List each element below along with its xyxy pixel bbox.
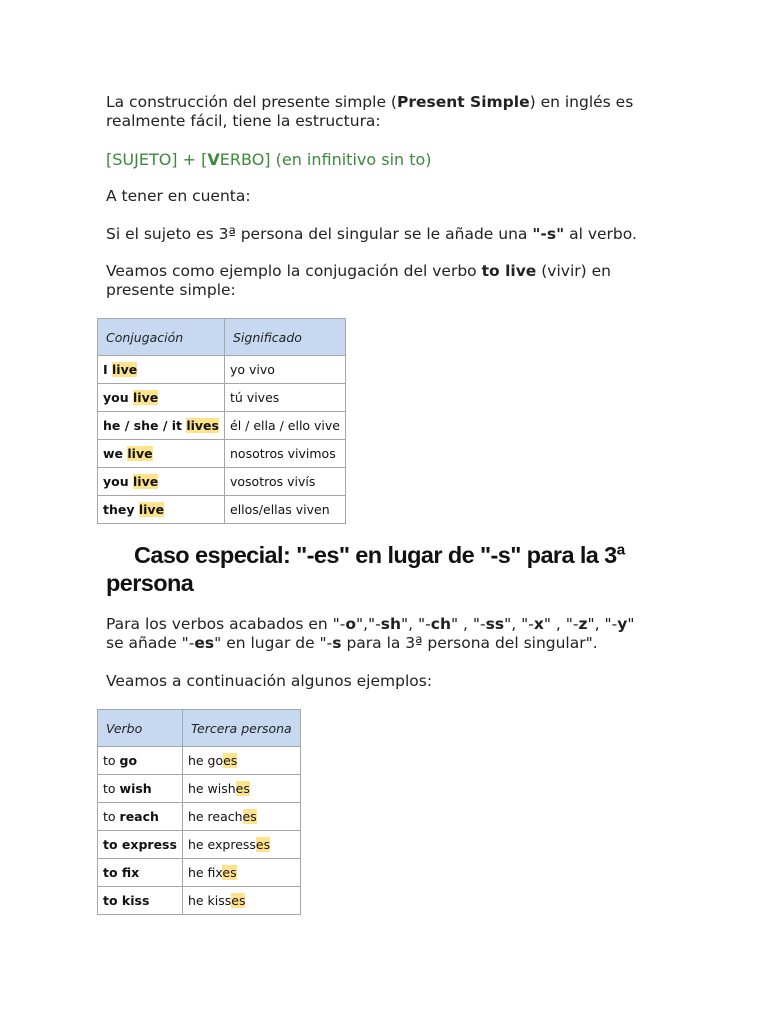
special-rule-line2 xyxy=(106,634,598,652)
meaning-cell: él / ella / ello vive xyxy=(225,412,346,440)
ending-bold: sh xyxy=(380,615,402,633)
to-prefix: to xyxy=(103,753,120,768)
ending-bold: x xyxy=(533,615,544,633)
note-text: A tener en cuenta: xyxy=(106,187,251,205)
ending-highlight: es xyxy=(231,893,246,908)
header-verbo: Verbo xyxy=(98,710,183,747)
ending-highlight: es xyxy=(255,837,271,852)
verb-highlight: live xyxy=(138,502,165,517)
third-person-cell xyxy=(182,747,300,775)
ending-bold: ss xyxy=(485,615,505,633)
rule-text: Si el sujeto es 3ª persona del singular se le añade una xyxy=(106,225,533,243)
rule-text: " , "- xyxy=(451,615,486,633)
stem-text: he reach xyxy=(187,809,243,824)
table-row xyxy=(98,496,346,524)
table-row xyxy=(98,859,301,887)
ending-highlight: es xyxy=(222,865,237,880)
ending-highlight: es xyxy=(235,781,250,796)
to-prefix: to xyxy=(103,893,122,908)
example-text: Veamos como ejemplo la conjugación del verbo xyxy=(106,262,482,280)
verb-highlight: lives xyxy=(186,418,219,433)
table-row xyxy=(98,356,346,384)
verb-highlight: live xyxy=(127,446,153,461)
conjugation-cell xyxy=(98,412,225,440)
table-row xyxy=(98,440,346,468)
meaning-cell: vosotros vivís xyxy=(225,468,346,496)
third-person-cell xyxy=(182,887,300,915)
verb-cell xyxy=(98,803,183,831)
intro-text-line2: realmente fácil, tiene la estructura: xyxy=(106,112,381,130)
examples-intro: Veamos a continuación algunos ejemplos: xyxy=(106,672,433,690)
rule-text: " xyxy=(627,615,635,633)
rule-text: ", "- xyxy=(504,615,534,633)
conjugation-cell xyxy=(98,496,225,524)
verb-cell xyxy=(98,775,183,803)
table-row xyxy=(98,468,346,496)
example-text-2: (vivir) en xyxy=(536,262,611,280)
table-row xyxy=(98,887,301,915)
verb-cell xyxy=(98,859,183,887)
subject-text: he / she / it xyxy=(103,418,187,433)
table-row xyxy=(98,384,346,412)
subject-text: we xyxy=(103,446,128,461)
header-tercera-persona: Tercera persona xyxy=(182,710,300,747)
verb-name: kiss xyxy=(121,893,150,908)
verb-name: go xyxy=(119,753,138,768)
stem-text: he kiss xyxy=(187,893,232,908)
third-person-cell xyxy=(182,775,300,803)
intro-bold-term: Present Simple xyxy=(396,93,530,111)
rule-text: ", "- xyxy=(401,615,431,633)
rule-text: " , "- xyxy=(543,615,579,633)
special-rule-line1 xyxy=(106,615,634,633)
ending-bold: o xyxy=(345,615,356,633)
table-row xyxy=(98,775,301,803)
verb-name: fix xyxy=(121,865,140,880)
rule-text-2: al verbo. xyxy=(564,225,637,243)
special-case-heading xyxy=(106,541,625,597)
heading-line2: persona xyxy=(106,570,194,596)
third-person-cell xyxy=(182,803,300,831)
table-row xyxy=(98,412,346,440)
rule-text: Para los verbos acabados en "- xyxy=(106,615,346,633)
rule-bold: "-s" xyxy=(532,225,565,243)
structure-formula xyxy=(106,150,666,169)
verb-name: wish xyxy=(119,781,152,796)
ending-bold: es xyxy=(194,634,215,652)
verb-name: reach xyxy=(119,809,159,824)
intro-text: La construcción del presente simple ( xyxy=(106,93,397,111)
table-row xyxy=(98,747,301,775)
table-row xyxy=(98,831,301,859)
table-header-row xyxy=(98,319,346,356)
header-conjugacion: Conjugación xyxy=(98,319,225,356)
example-text-line2: presente simple: xyxy=(106,281,236,299)
conjugation-cell xyxy=(98,356,225,384)
rule-text: se añade "- xyxy=(106,634,195,652)
stem-text: he go xyxy=(187,753,224,768)
third-person-table xyxy=(97,709,301,915)
subject-text: they xyxy=(103,502,139,517)
verb-highlight: live xyxy=(112,362,138,377)
conjugation-cell xyxy=(98,468,225,496)
verb-highlight: live xyxy=(133,474,159,489)
ending-highlight: es xyxy=(242,809,257,824)
ending-bold: y xyxy=(617,615,628,633)
to-prefix: to xyxy=(103,837,122,852)
subject-text: you xyxy=(103,474,133,489)
verb-cell xyxy=(98,747,183,775)
header-significado: Significado xyxy=(225,319,346,356)
verb-cell xyxy=(98,887,183,915)
verb-highlight: live xyxy=(133,390,159,405)
verb-name: express xyxy=(121,837,177,852)
to-prefix: to xyxy=(103,809,120,824)
meaning-cell: tú vives xyxy=(225,384,346,412)
intro-paragraph xyxy=(106,93,666,131)
conjugation-table xyxy=(97,318,346,524)
rule-paragraph xyxy=(106,225,666,244)
intro-text-2: ) en inglés es xyxy=(529,93,634,111)
stem-text: he fix xyxy=(187,865,223,880)
formula-v: V xyxy=(207,150,220,169)
formula-part-b: ERBO] (en infinitivo sin to) xyxy=(219,150,432,169)
subject-text: I xyxy=(103,362,113,377)
stem-text: he wish xyxy=(187,781,236,796)
to-prefix: to xyxy=(103,865,122,880)
formula-part-a: [SUJETO] + [ xyxy=(106,150,208,169)
stem-text: he express xyxy=(187,837,256,852)
special-rule-paragraph xyxy=(106,615,666,653)
to-prefix: to xyxy=(103,781,120,796)
heading-line1: Caso especial: "-es" en lugar de "-s" para la 3ª xyxy=(134,542,625,568)
ending-bold: ch xyxy=(430,615,451,633)
meaning-cell: nosotros vivimos xyxy=(225,440,346,468)
example-paragraph xyxy=(106,262,666,300)
rule-text: ","- xyxy=(356,615,381,633)
conjugation-cell xyxy=(98,384,225,412)
verb-cell xyxy=(98,831,183,859)
meaning-cell: yo vivo xyxy=(225,356,346,384)
example-verb: to live xyxy=(481,262,537,280)
conjugation-cell xyxy=(98,440,225,468)
subject-text: you xyxy=(103,390,133,405)
rule-text: ", "- xyxy=(587,615,618,633)
ending-bold: s xyxy=(332,634,342,652)
meaning-cell: ellos/ellas viven xyxy=(225,496,346,524)
third-person-cell xyxy=(182,859,300,887)
ending-bold: z xyxy=(578,615,588,633)
rule-text: para la 3ª persona del singular". xyxy=(341,634,598,652)
third-person-cell xyxy=(182,831,300,859)
table-header-row xyxy=(98,710,301,747)
table-row xyxy=(98,803,301,831)
ending-highlight: es xyxy=(223,753,238,768)
rule-text: " en lugar de "- xyxy=(214,634,333,652)
